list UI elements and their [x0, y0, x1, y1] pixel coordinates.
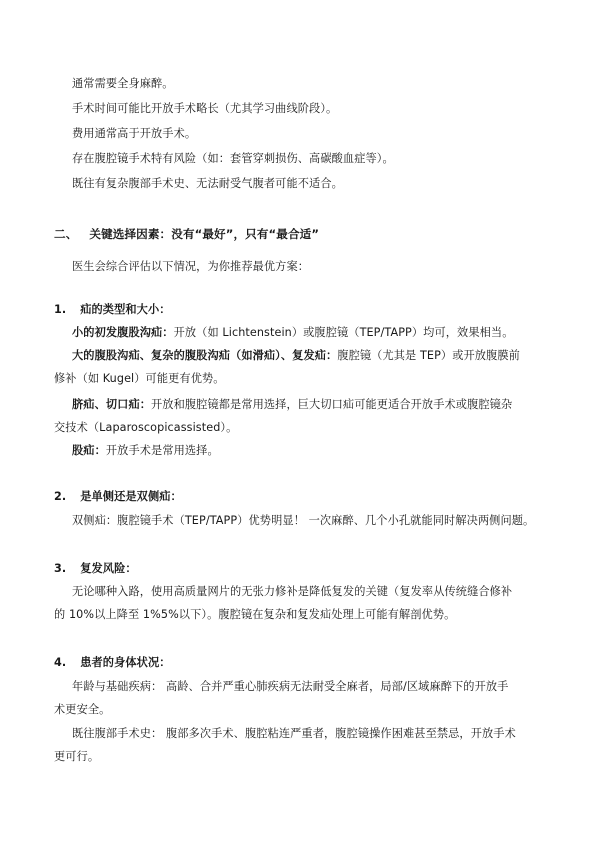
factor3-text-line1: 无论哪种入路，使用高质量网片的无张力修补是降低复发的关键（复发率从传统缝合修补 — [72, 585, 513, 598]
factor-heading-laterality: 2. 是单侧还是双侧疝： — [54, 490, 182, 503]
factor4-age-line1: 年龄与基础疾病： 高龄、合并严重心肺疾病无法耐受全麻者，局部/区域麻醉下的开放手 — [72, 680, 509, 693]
factor1-femoral-hernia: 股疝：开放手术是常用选择。 — [72, 444, 219, 457]
factor3-text-line2: 的 10%以上降至 1%5%以下）。腹腔镜在复杂和复发疝处理上可能有解剖优势。 — [54, 608, 456, 621]
section-heading — [54, 226, 319, 242]
factor1-umbilical-cont: 交技术（Laparoscopicassisted）。 — [54, 421, 238, 434]
section-intro: 医生会综合评估以下情况，为你推荐最优方案： — [72, 260, 310, 273]
factor1-large-hernia-cont: 修补（如 Kugel）可能更有优势。 — [54, 372, 225, 385]
section-number: 二、 — [54, 227, 78, 241]
con-item-anesthesia: 通常需要全身麻醉。 — [72, 77, 174, 90]
con-item-contraindication: 既往有复杂腹部手术史、无法耐受气腹者可能不适合。 — [72, 177, 343, 190]
con-item-duration: 手术时间可能比开放手术略长（尤其学习曲线阶段）。 — [72, 102, 338, 115]
factor4-history-line1: 既往腹部手术史： 腹部多次手术、腹腔粘连严重者，腹腔镜操作困难甚至禁忌，开放手术 — [72, 727, 516, 740]
factor4-history-line2: 更可行。 — [54, 750, 100, 763]
factor-heading-recurrence: 3. 复发风险： — [54, 562, 137, 575]
section-title: 关键选择因素：没有“最好”，只有“最合适” — [89, 227, 320, 241]
factor2-bilateral-text: 双侧疝：腹腔镜手术（TEP/TAPP）优势明显！ 一次麻醉、几个小孔就能同时解决两侧问题。 — [72, 514, 535, 527]
factor-heading-patient-condition: 4. 患者的身体状况： — [54, 656, 171, 669]
factor1-large-hernia: 大的腹股沟疝、复杂的腹股沟疝（如滑疝）、复发疝：腹腔镜（尤其是 TEP）或开放腹膜前 — [72, 349, 520, 362]
factor-heading-type-size: 1. 疝的类型和大小： — [54, 303, 171, 316]
con-item-risk: 存在腹腔镜手术特有风险（如：套管穿刺损伤、高碳酸血症等）。 — [72, 152, 394, 165]
factor1-small-hernia: 小的初发腹股沟疝：开放（如 Lichtenstein）或腹腔镜（TEP/TAPP）均可，效果相当。 — [72, 326, 514, 339]
factor1-umbilical-incisional: 脐疝、切口疝：开放和腹腔镜都是常用选择，巨大切口疝可能更适合开放手术或腹腔镜杂 — [72, 398, 513, 411]
con-item-cost: 费用通常高于开放手术。 — [72, 127, 197, 140]
factor4-age-line2: 术更安全。 — [54, 703, 111, 716]
